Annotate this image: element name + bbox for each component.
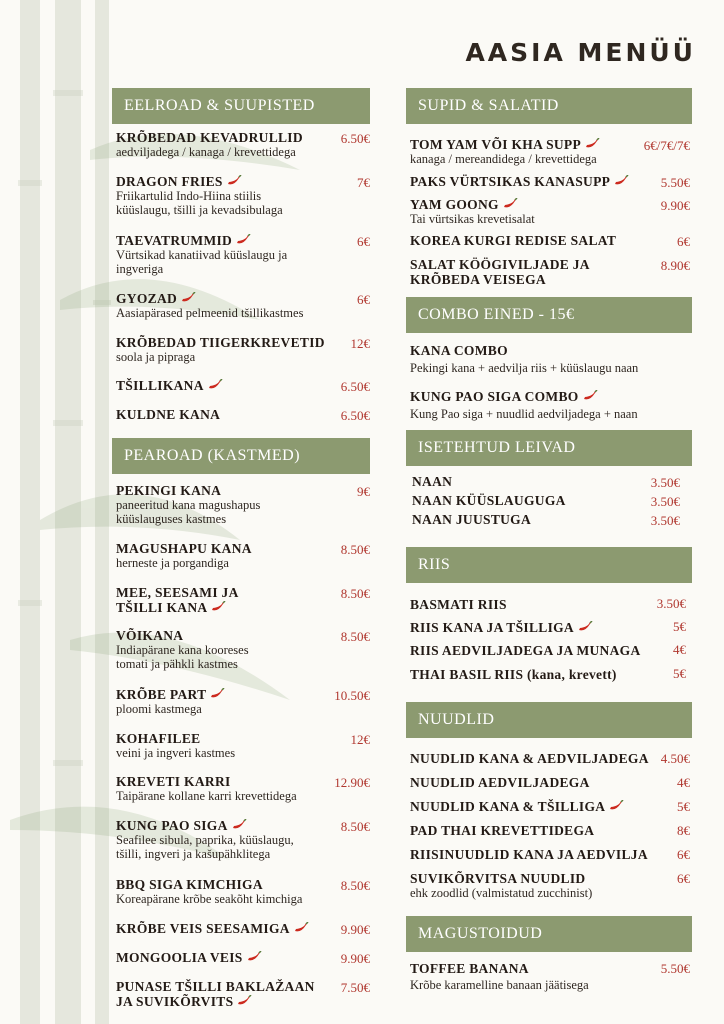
item-name: VÕIKANA xyxy=(116,628,184,643)
item-price: 8.50€ xyxy=(340,629,370,644)
item-price: 9.90€ xyxy=(660,198,690,213)
menu-item xyxy=(410,823,594,838)
menu-item xyxy=(410,871,592,900)
chili-icon xyxy=(209,688,225,700)
item-price: 6€ xyxy=(357,234,370,249)
item-price: 12€ xyxy=(350,336,370,351)
menu-item xyxy=(410,751,649,766)
chili-icon xyxy=(226,175,242,187)
section-header-combo: COMBO EINED - 15€ xyxy=(406,297,692,333)
item-name: NUUDLID AEDVILJADEGA xyxy=(410,775,590,790)
chili-icon xyxy=(613,175,629,187)
item-name: YAM GOONG xyxy=(410,197,499,212)
item-name: THAI BASIL RIIS (kana, krevett) xyxy=(410,667,617,682)
item-price: 5.50€ xyxy=(660,961,690,976)
item-price: 8.50€ xyxy=(340,586,370,601)
menu-item xyxy=(116,335,325,364)
item-desc: kanaga / mereandidega / krevettidega xyxy=(410,152,597,166)
item-name: NAAN KÜÜSLAUGUGA xyxy=(412,493,566,508)
item-price: 5.50€ xyxy=(660,175,690,190)
item-name: SALAT KÖÖGIVILJADE JA KRÕBEDA VEISEGA xyxy=(410,257,590,287)
menu-item xyxy=(410,775,590,790)
item-desc: Tai vürtsikas krevetisalat xyxy=(410,212,535,226)
item-price: 8.50€ xyxy=(340,819,370,834)
menu-item xyxy=(116,921,309,936)
item-desc: Aasiapärased pelmeenid tšillikastmes xyxy=(116,306,304,320)
item-price: 10.50€ xyxy=(334,688,370,703)
menu-item xyxy=(116,291,303,320)
item-desc: Seafilee sibula, paprika, küüslaugu, tšilli, ingveri ja kašupähklitega xyxy=(116,833,294,861)
section-header-riis: RIIS xyxy=(406,547,692,583)
menu-item xyxy=(410,667,617,682)
item-desc: herneste ja porgandiga xyxy=(116,556,229,570)
menu-item xyxy=(410,799,624,814)
item-name: NAAN xyxy=(412,474,453,489)
menu-item xyxy=(410,847,648,862)
item-price: 4.50€ xyxy=(660,751,690,766)
item-name: KREVETI KARRI xyxy=(116,774,231,789)
item-name: KRÕBEDAD KEVADRULLID xyxy=(116,130,303,145)
item-name: NUUDLID KANA & AEDVILJADEGA xyxy=(410,751,649,766)
menu-item xyxy=(410,197,535,226)
item-desc: Pekingi kana + aedvilja riis + küüslaugu naan xyxy=(410,361,639,375)
item-name: MAGUSHAPU KANA xyxy=(116,541,252,556)
menu-item xyxy=(116,774,297,803)
chili-icon xyxy=(582,390,598,402)
item-name: KUNG PAO SIGA COMBO xyxy=(410,389,579,404)
item-name: KRÕBEDAD TIIGERKREVETID xyxy=(116,335,325,350)
item-price: 3.50€ xyxy=(650,475,680,490)
item-name: TŠILLIKANA xyxy=(116,378,204,393)
menu-item xyxy=(116,585,239,615)
item-name: RIIS AEDVILJADEGA JA MUNAGA xyxy=(410,643,641,658)
item-desc: veini ja ingveri kastmes xyxy=(116,746,236,760)
item-name: PAKS VÜRTSIKAS KANASUPP xyxy=(410,174,611,189)
item-price: 3.50€ xyxy=(650,513,680,528)
menu-item xyxy=(116,687,225,716)
menu-item xyxy=(116,130,303,159)
item-price: 6€ xyxy=(677,847,690,862)
item-desc: ehk zoodlid (valmistatud zucchinist) xyxy=(410,886,593,900)
item-name: KOREA KURGI REDISE SALAT xyxy=(410,233,617,248)
item-price: 8.50€ xyxy=(340,542,370,557)
item-name: KOHAFILEE xyxy=(116,731,201,746)
item-price: 6.50€ xyxy=(340,408,370,423)
chili-icon xyxy=(246,951,262,963)
menu-item xyxy=(116,483,260,526)
item-name: MONGOOLIA VEIS xyxy=(116,950,243,965)
item-name: PEKINGI KANA xyxy=(116,483,222,498)
item-price: 6€ xyxy=(357,292,370,307)
item-price: 6€ xyxy=(677,234,690,249)
section-header-nuudlid: NUUDLID xyxy=(406,702,692,738)
item-desc: Friikartulid Indo-Hiina stiilis küüslaugu, tšilli ja kevadsibulaga xyxy=(116,189,283,217)
item-name: BASMATI RIIS xyxy=(410,597,507,612)
menu-item xyxy=(116,818,294,861)
chili-icon xyxy=(293,922,309,934)
item-desc: Taipärane kollane karri krevettidega xyxy=(116,789,297,803)
item-name: DRAGON FRIES xyxy=(116,174,223,189)
menu-item xyxy=(116,541,252,570)
menu-item xyxy=(116,174,283,217)
item-name: KRÕBE PART xyxy=(116,687,207,702)
item-desc: Indiapärane kana kooreses tomati ja pähkli kastmes xyxy=(116,643,249,671)
item-desc: Krõbe karamelline banaan jäätisega xyxy=(410,978,589,992)
item-price: 12€ xyxy=(350,732,370,747)
chili-icon xyxy=(231,819,247,831)
item-price: 6.50€ xyxy=(340,131,370,146)
menu-item xyxy=(116,950,262,965)
menu-item xyxy=(412,512,531,527)
item-price: 8.90€ xyxy=(660,258,690,273)
menu-title: AASIA MENÜÜ xyxy=(465,38,696,67)
menu-item xyxy=(116,877,302,906)
menu-item xyxy=(410,343,638,375)
section-header-supid: SUPID & SALATID xyxy=(406,88,692,124)
item-desc: ploomi kastmega xyxy=(116,702,202,716)
item-desc: Kung Pao siga + nuudlid aedviljadega + naan xyxy=(410,407,638,421)
item-name: TOFFEE BANANA xyxy=(410,961,529,976)
item-name: NUUDLID KANA & TŠILLIGA xyxy=(410,799,606,814)
item-name: KRÕBE VEIS SEESAMIGA xyxy=(116,921,290,936)
menu-item xyxy=(410,174,629,189)
chili-icon xyxy=(502,198,518,210)
item-price: 4€ xyxy=(677,775,690,790)
menu-item xyxy=(116,731,235,760)
menu-item xyxy=(412,474,452,489)
item-price: 5€ xyxy=(677,799,690,814)
menu-item xyxy=(410,643,641,658)
menu-item xyxy=(116,628,249,671)
item-name: RIIS KANA JA TŠILLIGA xyxy=(410,620,574,635)
menu-item xyxy=(410,137,600,166)
item-price: 8.50€ xyxy=(340,878,370,893)
item-price: 6€ xyxy=(677,871,690,886)
item-price: 7.50€ xyxy=(340,980,370,995)
item-name: KANA COMBO xyxy=(410,343,508,358)
item-price: 9€ xyxy=(357,484,370,499)
item-desc: aedviljadega / kanaga / krevettidega xyxy=(116,145,296,159)
chili-icon xyxy=(207,379,223,391)
item-price: 4€ xyxy=(673,642,686,657)
item-price: 3.50€ xyxy=(656,596,686,611)
item-desc: soola ja pipraga xyxy=(116,350,196,364)
chili-icon xyxy=(584,138,600,150)
item-price: 5€ xyxy=(673,666,686,681)
menu-item xyxy=(410,233,616,248)
chili-icon xyxy=(180,292,196,304)
item-desc: paneeritud kana magushapus küüslauguses kastmes xyxy=(116,498,261,526)
section-header-leivad: ISETEHTUD LEIVAD xyxy=(406,430,692,466)
item-name: KUNG PAO SIGA xyxy=(116,818,228,833)
item-name: TAEVATRUMMID xyxy=(116,233,233,248)
item-price: 9.90€ xyxy=(340,922,370,937)
menu-item xyxy=(410,389,638,421)
item-desc: Koreapärane krõbe seakõht kimchiga xyxy=(116,892,303,906)
section-header-magus: MAGUSTOIDUD xyxy=(406,916,692,952)
item-name: SUVIKÕRVITSA NUUDLID xyxy=(410,871,586,886)
chili-icon xyxy=(210,601,226,613)
menu-item xyxy=(410,961,589,992)
item-name: BBQ SIGA KIMCHIGA xyxy=(116,877,263,892)
menu-item xyxy=(116,233,287,276)
item-name: PAD THAI KREVETTIDEGA xyxy=(410,823,595,838)
menu-item xyxy=(116,407,220,422)
item-price: 12.90€ xyxy=(334,775,370,790)
item-price: 3.50€ xyxy=(650,494,680,509)
chili-icon xyxy=(577,621,593,633)
item-name: MEE, SEESAMI JA TŠILLI KANA xyxy=(116,585,239,615)
item-price: 5€ xyxy=(673,619,686,634)
item-price: 6.50€ xyxy=(340,379,370,394)
item-price: 6€/7€/7€ xyxy=(643,138,690,153)
menu-item xyxy=(116,378,223,393)
section-header-pearoad: PEAROAD (KASTMED) xyxy=(112,438,370,474)
menu-item xyxy=(116,979,315,1009)
item-price: 7€ xyxy=(357,175,370,190)
item-desc: Vürtsikad kanatiivad küüslaugu ja ingveriga xyxy=(116,248,288,276)
menu-item xyxy=(412,493,566,508)
item-name: RIISINUUDLID KANA JA AEDVILJA xyxy=(410,847,648,862)
item-price: 8€ xyxy=(677,823,690,838)
menu-item xyxy=(410,620,593,635)
chili-icon xyxy=(235,234,251,246)
menu-item xyxy=(410,597,507,612)
chili-icon xyxy=(236,995,252,1007)
section-header-eelroad: EELROAD & SUUPISTED xyxy=(112,88,370,124)
item-name: TOM YAM VÕI KHA SUPP xyxy=(410,137,582,152)
chili-icon xyxy=(608,800,624,812)
item-price: 9.90€ xyxy=(340,951,370,966)
item-name: NAAN JUUSTUGA xyxy=(412,512,532,527)
item-name: PUNASE TŠILLI BAKLAŽAAN JA SUVIKÕRVITS xyxy=(116,979,315,1009)
item-name: KULDNE KANA xyxy=(116,407,221,422)
item-name: GYOZAD xyxy=(116,291,178,306)
menu-item xyxy=(410,257,590,287)
